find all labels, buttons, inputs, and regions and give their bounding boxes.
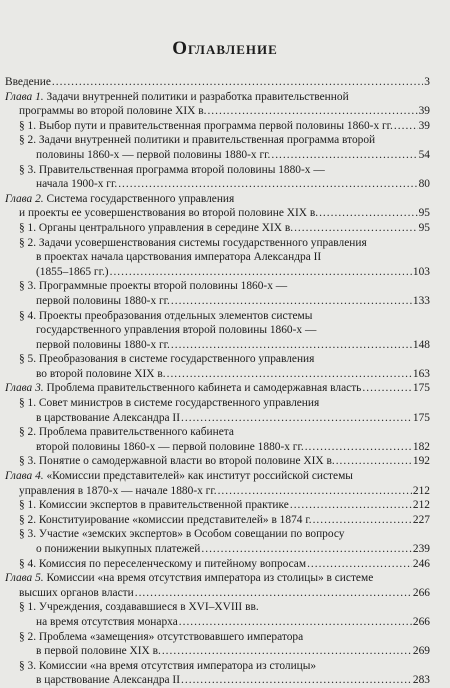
dot-leader xyxy=(162,644,412,659)
dot-leader xyxy=(362,381,412,396)
chapter-label: Глава 4. xyxy=(5,470,44,483)
toc-line xyxy=(5,236,430,251)
toc-entry-line-text: § 1. Совет министров в системе государственного управления xyxy=(19,397,320,410)
toc-entry-line-text: § 2. Задачи внутренней политики и правительственная программа второй xyxy=(19,134,376,147)
toc-entry-line-text: § 3. Программные проекты второй половины 1860-х — xyxy=(19,280,288,293)
page-number: 148 xyxy=(412,338,430,351)
page-number: 227 xyxy=(412,513,430,526)
page-number: 103 xyxy=(412,265,430,278)
toc-entry-line-text: Комиссии «на время отсутствия императора из столицы» в системе xyxy=(43,572,374,585)
toc-entry-text xyxy=(19,454,335,469)
toc-line xyxy=(5,323,430,338)
toc-entry-line-text: первой половины 1880-х гг. xyxy=(36,294,170,307)
chapter-label: Глава 3. xyxy=(5,382,44,395)
toc-entry-text xyxy=(19,425,234,440)
toc-entry-text xyxy=(19,206,318,221)
toc-section xyxy=(5,119,430,134)
dot-leader xyxy=(135,586,412,601)
toc-chapter xyxy=(5,571,430,600)
toc-line xyxy=(5,630,430,645)
toc-entry-text xyxy=(36,440,304,455)
toc-entry-line-text: § 2. Проблема правительственного кабинета xyxy=(19,426,234,439)
toc-entry-line-text: § 1. Комиссии экспертов в правительственной практике xyxy=(19,499,289,512)
toc-entry-text xyxy=(36,323,316,338)
toc-line xyxy=(5,148,430,163)
toc-entry-text xyxy=(5,469,353,484)
toc-line xyxy=(5,615,430,630)
toc-line xyxy=(5,513,430,528)
toc-entry-line-text: в царствование Александра II xyxy=(36,674,181,687)
toc-section xyxy=(5,513,430,528)
toc-chapter xyxy=(5,469,430,498)
toc-entry-line-text: § 3. Комиссии «на время отсутствия императора из столицы» xyxy=(19,659,317,672)
toc-line xyxy=(5,177,430,192)
page-number: 182 xyxy=(412,440,430,453)
toc-line xyxy=(5,221,430,236)
toc-line xyxy=(5,527,430,542)
toc-entry-text xyxy=(5,192,234,207)
toc-line xyxy=(5,265,430,280)
dot-leader xyxy=(218,484,412,499)
toc-line xyxy=(5,659,430,674)
dot-leader xyxy=(201,542,412,557)
page-number: 95 xyxy=(418,207,430,220)
toc-entry-text xyxy=(19,586,134,601)
toc-entry-line-text: «Комиссии представителей» как институт российской системы xyxy=(43,470,353,483)
toc-line xyxy=(5,104,430,119)
dot-leader xyxy=(319,206,418,221)
page-number: 80 xyxy=(418,178,430,191)
dot-leader xyxy=(181,673,412,688)
page-number: 246 xyxy=(412,557,430,570)
toc-entry-text xyxy=(36,411,180,426)
toc-line xyxy=(5,279,430,294)
toc-entry-text xyxy=(19,484,217,499)
toc-line xyxy=(5,250,430,265)
toc-section xyxy=(5,236,430,280)
toc-section xyxy=(5,396,430,425)
toc-entry-line-text: § 2. Задачи усовершенствования системы государственного управления xyxy=(19,236,367,249)
table-of-contents xyxy=(5,75,430,688)
toc-line xyxy=(5,542,430,557)
toc-entry-text xyxy=(36,673,180,688)
toc-entry-line-text: государственного управления второй половины 1860-х — xyxy=(36,324,317,337)
toc-entry-text xyxy=(19,221,293,236)
toc-section xyxy=(5,163,430,192)
toc-section xyxy=(5,133,430,162)
toc-entry-text xyxy=(19,119,393,134)
toc-entry-line-text: на время отсутствия монарха xyxy=(36,615,178,628)
toc-line xyxy=(5,440,430,455)
chapter-label: Глава 2. xyxy=(5,192,44,205)
toc-entry-text xyxy=(36,265,109,280)
toc-section xyxy=(5,527,430,556)
toc-entry-line-text: и проекты ее усовершенствования во второй половине XIX в. xyxy=(19,207,319,220)
toc-section xyxy=(5,557,430,572)
dot-leader xyxy=(171,338,412,353)
page-number: 239 xyxy=(412,543,430,555)
toc-entry-line-text: в первой половине XIX в. xyxy=(36,645,161,658)
toc-entry-text xyxy=(36,148,270,163)
page-number: 54 xyxy=(418,148,430,161)
page-number: 269 xyxy=(412,645,430,658)
dot-leader xyxy=(294,221,418,236)
dot-leader xyxy=(171,294,412,309)
dot-leader xyxy=(336,454,412,469)
toc-entry-line-text: Проблема правительственного кабинета и самодержавная власть xyxy=(43,382,362,395)
toc-entry-text xyxy=(19,630,303,645)
toc-section xyxy=(5,600,430,629)
toc-entry-line-text: § 5. Преобразования в системе государственного управления xyxy=(19,353,315,366)
toc-entry-line-text: § 2. Конституирование «комиссии представителей» в 1874 г. xyxy=(19,513,312,526)
dot-leader xyxy=(307,557,412,572)
page-number: 283 xyxy=(412,674,430,687)
toc-entry-line-text: высших органов власти xyxy=(19,586,134,599)
toc-entry-line-text: первой половины 1880-х гг. xyxy=(36,338,170,351)
toc-entry-text xyxy=(19,309,312,324)
dot-leader xyxy=(179,615,412,630)
toc-entry-text xyxy=(19,557,306,572)
dot-leader xyxy=(305,440,412,455)
toc-line xyxy=(5,411,430,426)
toc-entry-line-text: § 3. Участие «земских экспертов» в Особом совещании по вопросу xyxy=(19,528,345,541)
toc-entry-text xyxy=(19,600,259,615)
toc-entry-line-text: начала 1900-х гг. xyxy=(36,178,118,191)
toc-line xyxy=(5,396,430,411)
page-number: 212 xyxy=(412,484,430,497)
toc-entry-line-text: Задачи внутренней политики и разработка правительственной xyxy=(43,90,349,103)
toc-entry-line-text: § 2. Проблема «замещения» отсутствовавшего императора xyxy=(19,630,304,643)
toc-entry-text xyxy=(36,542,200,557)
toc-line xyxy=(5,600,430,615)
toc-entry-line-text: § 3. Понятие о самодержавной власти во второй половине XIX в. xyxy=(19,455,335,468)
page-number: 39 xyxy=(418,105,430,118)
toc-line xyxy=(5,425,430,440)
toc-line xyxy=(5,557,430,572)
page-title: Оглавление xyxy=(172,38,278,59)
toc-line xyxy=(5,192,430,207)
toc-section xyxy=(5,279,430,308)
toc-entry-line-text: § 1. Выбор пути и правительственная программа первой половины 1860-х гг. xyxy=(19,119,393,132)
dot-leader xyxy=(110,265,412,280)
toc-line xyxy=(5,571,430,586)
toc-entry-text xyxy=(19,279,287,294)
toc-line xyxy=(5,484,430,499)
page-number: 39 xyxy=(418,119,430,132)
toc-chapter xyxy=(5,381,430,396)
toc-section xyxy=(5,352,430,381)
page-number: 192 xyxy=(412,455,430,468)
dot-leader xyxy=(118,177,417,192)
toc-entry-text xyxy=(19,659,316,674)
page-number: 175 xyxy=(412,382,430,395)
toc-entry-line-text: § 3. Правительственная программа второй половины 1880-х — xyxy=(19,163,325,176)
toc-line xyxy=(5,119,430,134)
toc-entry-line-text: второй половины 1860-х — первой половине 1880-х гг. xyxy=(36,440,304,453)
toc-entry-line-text: Введение xyxy=(5,76,51,88)
toc-line xyxy=(5,206,430,221)
toc-entry-text xyxy=(36,294,170,309)
toc-chapter xyxy=(5,90,430,119)
dot-leader xyxy=(167,367,412,382)
toc-section xyxy=(5,630,430,659)
toc-section xyxy=(5,309,430,353)
page-number: 133 xyxy=(412,294,430,307)
toc-entry-text xyxy=(5,381,361,396)
toc-entry-line-text: программы во второй половине XIX в. xyxy=(19,105,207,118)
toc-section xyxy=(5,221,430,236)
dot-leader xyxy=(52,75,423,90)
chapter-label: Глава 1. xyxy=(5,90,44,103)
toc-entry-line-text: § 1. Органы центрального управления в середине XIX в. xyxy=(19,221,294,234)
toc-entry-text xyxy=(19,396,319,411)
page-number: 95 xyxy=(418,221,430,234)
toc-entry-text xyxy=(5,75,51,90)
toc-entry-text xyxy=(19,513,312,528)
toc-line xyxy=(5,352,430,367)
toc-line xyxy=(5,163,430,178)
toc-entry-text xyxy=(36,615,178,630)
page-number: 3 xyxy=(424,76,430,88)
toc-entry-text xyxy=(19,498,289,513)
toc-entry-line-text: во второй половине XIX в. xyxy=(36,367,166,380)
chapter-label: Глава 5. xyxy=(5,572,44,585)
toc-entry-line-text: управления в 1870-х — начале 1880-х гг. xyxy=(19,484,217,497)
toc-line xyxy=(5,367,430,382)
toc-entry-text xyxy=(19,104,206,119)
toc-entry-line-text: Система государственного управления xyxy=(43,192,235,205)
page-number: 175 xyxy=(412,411,430,424)
toc-line xyxy=(5,294,430,309)
toc-entry-line-text: § 4. Проекты преобразования отдельных элементов системы xyxy=(19,309,313,322)
dot-leader xyxy=(207,104,417,119)
dot-leader xyxy=(271,148,417,163)
toc-entry-text xyxy=(36,250,321,265)
dot-leader xyxy=(394,119,418,134)
toc-entry-text xyxy=(36,367,166,382)
toc-entry-line-text: о понижении выкупных платежей xyxy=(36,543,201,555)
toc-line xyxy=(5,498,430,513)
toc-entry-text xyxy=(5,90,349,105)
toc-line xyxy=(5,644,430,659)
toc-line xyxy=(5,338,430,353)
toc-entry-text xyxy=(19,163,325,178)
toc-line xyxy=(5,133,430,148)
toc-section xyxy=(5,454,430,469)
toc-entry-line-text: в царствование Александра II xyxy=(36,411,181,424)
page-number: 212 xyxy=(412,499,430,512)
toc-intro xyxy=(5,75,430,90)
toc-entry-line-text: § 1. Учреждения, создававшиеся в XVI–XVIII вв. xyxy=(19,601,259,614)
toc-entry-line-text: § 4. Комиссия по переселенческому и питейному вопросам xyxy=(19,557,307,570)
toc-section xyxy=(5,659,430,688)
toc-entry-text xyxy=(36,644,161,659)
toc-entry-text xyxy=(36,338,170,353)
toc-line xyxy=(5,90,430,105)
toc-entry-line-text: (1855–1865 гг.) xyxy=(36,265,109,278)
dot-leader xyxy=(290,498,412,513)
toc-line xyxy=(5,586,430,601)
toc-line xyxy=(5,454,430,469)
toc-line xyxy=(5,75,430,90)
toc-entry-line-text: половины 1860-х — первой половины 1880-х гг. xyxy=(36,148,271,161)
toc-line xyxy=(5,381,430,396)
toc-entry-text xyxy=(19,352,314,367)
toc-entry-text xyxy=(19,236,367,251)
dot-leader xyxy=(313,513,412,528)
page-number: 266 xyxy=(412,586,430,599)
toc-line xyxy=(5,309,430,324)
toc-section xyxy=(5,498,430,513)
toc-entry-text xyxy=(5,571,373,586)
page-number: 266 xyxy=(412,615,430,628)
toc-entry-text xyxy=(19,133,375,148)
toc-line xyxy=(5,469,430,484)
page-number: 163 xyxy=(412,367,430,380)
dot-leader xyxy=(181,411,412,426)
toc-chapter xyxy=(5,192,430,221)
toc-entry-text xyxy=(36,177,117,192)
toc-line xyxy=(5,673,430,688)
toc-entry-text xyxy=(19,527,344,542)
toc-section xyxy=(5,425,430,454)
toc-entry-line-text: в проектах начала царствования императора Александра II xyxy=(36,251,322,264)
